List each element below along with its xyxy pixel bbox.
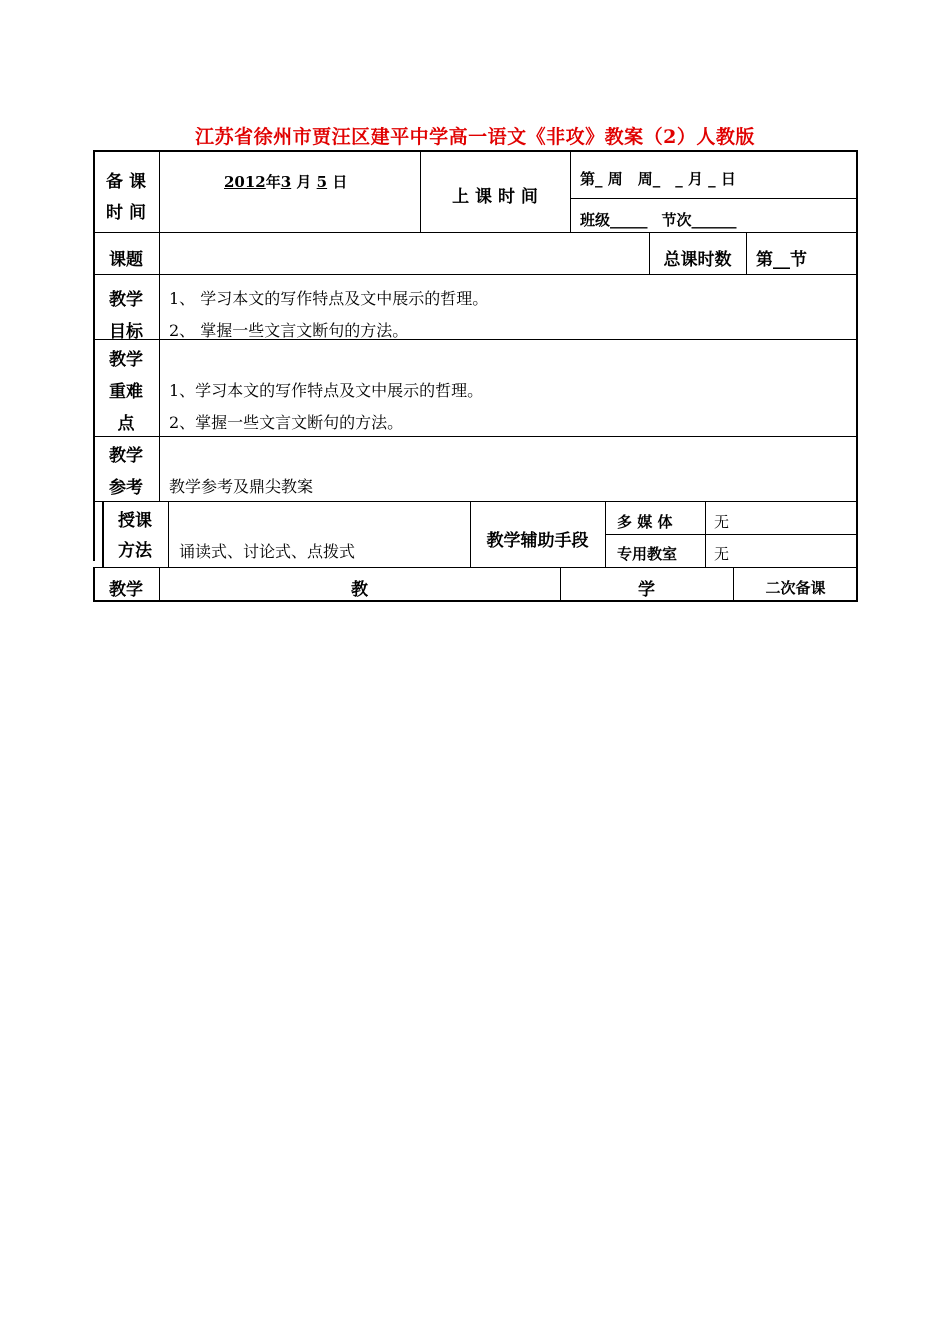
lesson-plan-table: [93, 150, 857, 600]
reference-label-line-1: 教学: [109, 446, 143, 466]
key-point-item-1: 1、学习本文的写作特点及文中展示的哲理。: [169, 381, 484, 400]
row-divider: [93, 501, 858, 502]
class-time-label: 上 课 时 间: [452, 187, 538, 207]
multimedia-value: 无: [714, 513, 730, 531]
reference-label-line-2: 参考: [109, 478, 143, 498]
table-outer-top: [93, 150, 858, 561]
class-period-line: [580, 209, 737, 230]
classroom-value: 无: [714, 545, 730, 563]
date-month: 3: [280, 173, 292, 191]
row-divider: [93, 232, 858, 233]
method-label-line-1: 授课: [118, 511, 152, 531]
table-bottom-border: [93, 600, 858, 602]
key-points-label: [93, 344, 159, 440]
row-divider: [93, 274, 858, 275]
key-points-label-line-2: 重难: [109, 382, 143, 402]
method-value: 诵读式、讨论式、点拨式: [179, 542, 356, 561]
row-divider: [605, 534, 858, 535]
date-year: 2012: [224, 173, 266, 191]
method-label: [102, 506, 168, 566]
date-day: 5: [316, 173, 328, 191]
total-hours-label: 总课时数: [663, 250, 732, 270]
prep-time-label-line-2: 时 间: [106, 203, 146, 223]
topic-label: 课题: [109, 250, 143, 270]
section-label: 第__节: [756, 250, 807, 270]
class-label: 班级: [580, 211, 611, 229]
key-points-label-line-3: 点: [117, 414, 135, 434]
col-divider: [168, 501, 169, 567]
process-label: 教学: [109, 580, 143, 600]
period-label: 节次: [661, 211, 692, 229]
key-point-item-2: 2、掌握一些文言文断句的方法。: [169, 413, 404, 432]
classroom-label: 专用教室: [617, 545, 678, 563]
process-teach-header: 教: [351, 580, 368, 600]
table-top-border: [93, 150, 858, 152]
prep-time-label-line-1: 备 课: [106, 172, 146, 192]
objective-item-2: 2、 掌握一些文言文断句的方法。: [169, 321, 409, 340]
row-divider: [570, 198, 858, 199]
method-label-line-2: 方法: [118, 541, 152, 561]
process-learn-header: 学: [638, 580, 655, 600]
prep-date: [224, 171, 347, 192]
date-year-suffix: 年: [265, 173, 281, 191]
second-prep-header: 二次备课: [765, 579, 826, 597]
objectives-label-line-1: 教学: [109, 290, 143, 310]
row-divider: [93, 436, 858, 437]
row-divider: [93, 567, 858, 568]
week-line: 第_ 周 周_ _ 月 _ 日: [580, 170, 736, 188]
date-month-suffix: 月: [291, 173, 317, 191]
document-title: 江苏省徐州市贾汪区建平中学高一语文《非攻》教案（2）人教版: [195, 126, 755, 148]
col-divider: [159, 150, 160, 232]
date-day-suffix: 日: [327, 173, 348, 191]
col-divider: [159, 274, 160, 501]
objective-item-1: 1、 学习本文的写作特点及文中展示的哲理。: [169, 289, 489, 308]
objectives-label-line-2: 目标: [109, 322, 143, 342]
class-blank: _____: [610, 211, 648, 229]
reference-label: [93, 440, 159, 504]
reference-value: 教学参考及鼎尖教案: [169, 477, 314, 496]
col-divider: [159, 232, 160, 274]
prep-time-label: [93, 167, 159, 223]
col-divider: [570, 150, 571, 232]
aids-label: 教学辅助手段: [486, 531, 589, 551]
key-points-label-line-1: 教学: [109, 350, 143, 370]
period-blank: ______: [691, 211, 737, 229]
multimedia-label: 多 媒 体: [617, 513, 673, 531]
objectives-label: [93, 284, 159, 348]
